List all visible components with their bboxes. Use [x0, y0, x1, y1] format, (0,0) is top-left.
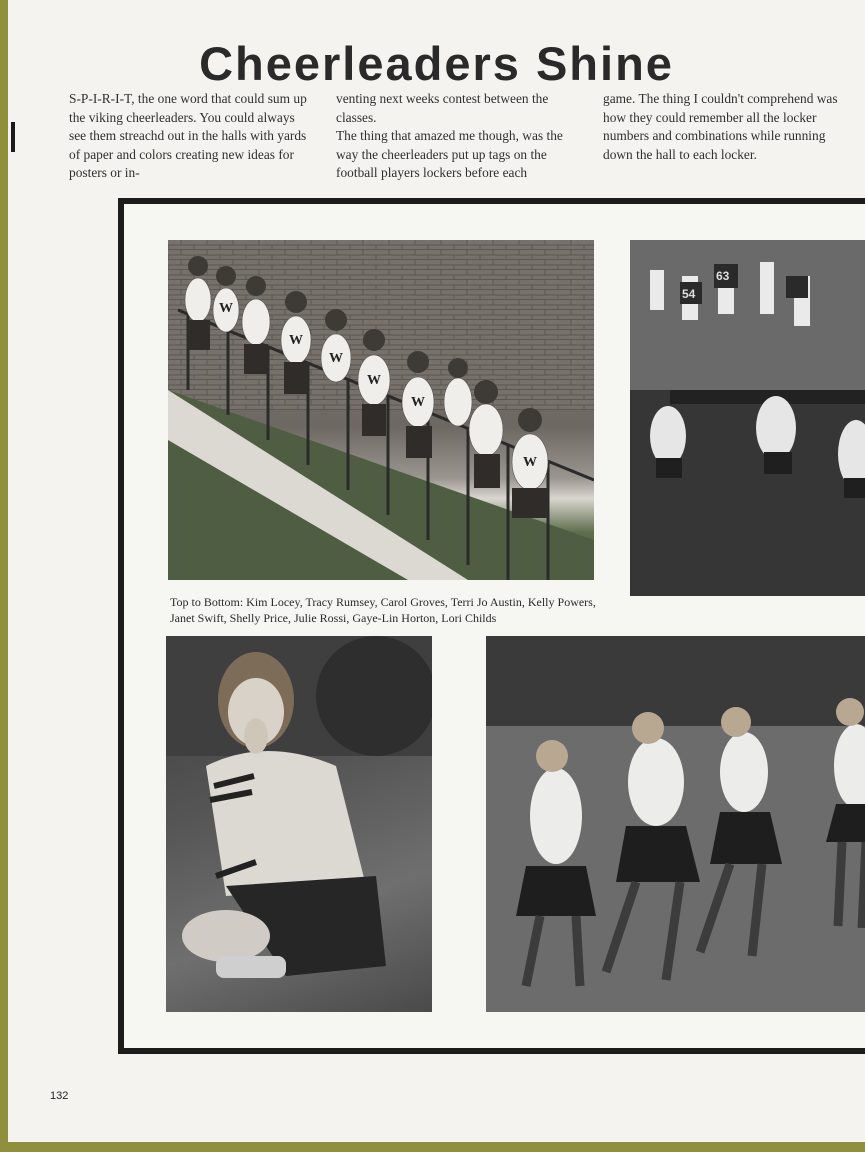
sweater-letter: W	[289, 333, 303, 348]
article-column-3	[603, 90, 848, 164]
article-paragraph: venting next weeks contest between the classes.	[336, 91, 549, 125]
page-title: Cheerleaders Shine	[199, 37, 674, 90]
article-paragraph: game. The thing I couldn't comprehend was how they could remember all the locker numbers and combinations while running down the hall to each locker.	[603, 91, 838, 162]
yearbook-page	[8, 0, 865, 1142]
sweater-letter: W	[219, 301, 233, 316]
group-photo-stairs	[168, 240, 594, 580]
photo-frame	[118, 198, 865, 1054]
night-cheer-illustration	[486, 636, 865, 1012]
kneeling-cheerleader-illustration	[166, 636, 432, 1012]
group-photo-caption: Top to Bottom: Kim Locey, Tracy Rumsey, Carol Groves, Terri Jo Austin, Kelly Powers, Janet Swift, Shelly Price, Julie Rossi, Gaye-Lin Horton, Lori Childs	[170, 595, 596, 625]
football-field-photo	[630, 240, 865, 596]
sweater-letter: W	[411, 395, 425, 410]
sweater-letter: W	[523, 455, 537, 470]
article-paragraph: The thing that amazed me though, was the way the cheerleaders put up tags on the football players lockers before each	[336, 128, 563, 181]
football-field-illustration	[630, 240, 865, 596]
kneeling-cheerleader-photo	[166, 636, 432, 1012]
binding-mark	[11, 122, 15, 152]
page-number: 132	[50, 1090, 69, 1102]
sweater-letter: W	[367, 373, 381, 388]
article-column-1	[69, 90, 314, 183]
jersey-number: 54	[682, 287, 696, 301]
article-paragraph: S-P-I-R-I-T, the one word that could sum up the viking cheerleaders. You could always see them streachd out in the halls with yards of paper and colors creating new ideas for posters or in-	[69, 91, 307, 181]
jersey-number: 63	[716, 269, 730, 283]
night-cheer-photo	[486, 636, 865, 1012]
group-photo-illustration	[168, 240, 594, 580]
article-column-2	[336, 90, 581, 183]
sweater-letter: W	[329, 351, 343, 366]
